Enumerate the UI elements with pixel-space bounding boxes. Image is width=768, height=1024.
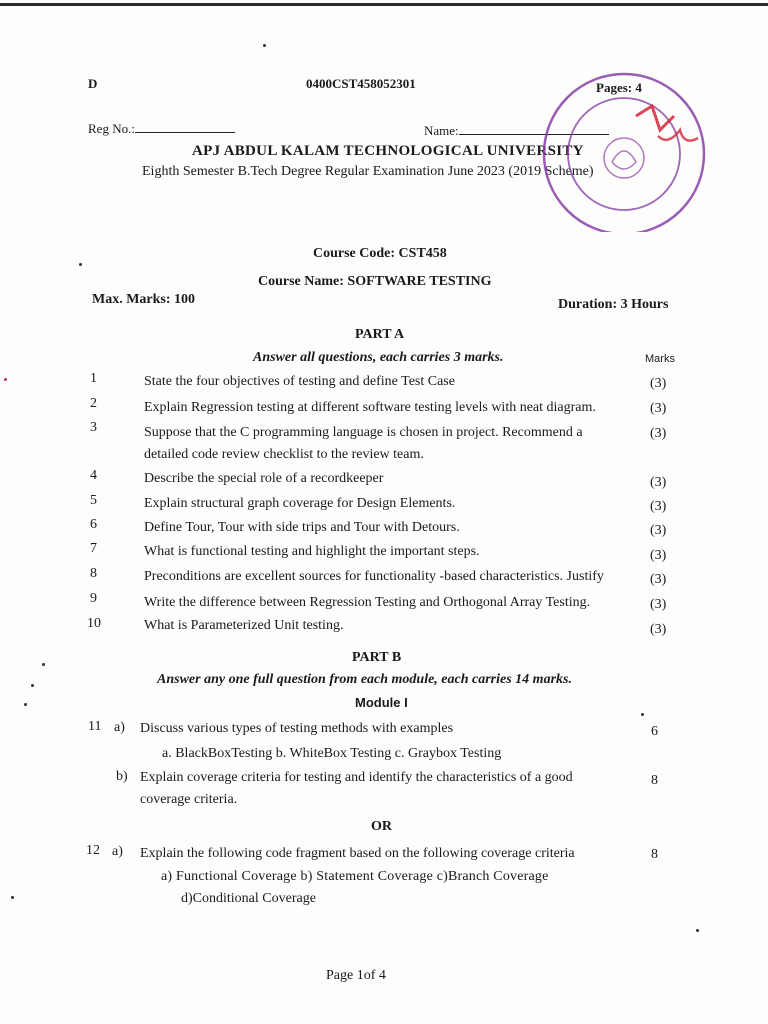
name-label: Name: <box>424 123 459 138</box>
question-text: Suppose that the C programming language is chosen in project. Recommend a <box>144 425 583 440</box>
reg-no-field <box>88 120 235 137</box>
or-divider: OR <box>371 819 392 834</box>
scan-speck <box>24 703 27 706</box>
max-marks: Max. Marks: 100 <box>92 292 196 307</box>
set-code: D <box>88 76 98 91</box>
page-number: Page 1of 4 <box>326 968 386 983</box>
question-text: Write the difference between Regression Testing and Orthogonal Array Testing. <box>144 595 591 610</box>
marks-header: Marks <box>645 353 675 365</box>
question-suboptions: a. BlackBoxTesting b. WhiteBox Testing c. Graybox Testing <box>162 746 502 761</box>
module-title: Module I <box>355 695 408 710</box>
question-text: Define Tour, Tour with side trips and Tour with Detours. <box>144 520 460 535</box>
question-number: 7 <box>90 541 97 556</box>
pages-count: Pages: 4 <box>596 80 642 95</box>
question-text: Preconditions are excellent sources for functionality -based characteristics. Justify <box>144 569 604 584</box>
question-number: 8 <box>90 566 97 581</box>
exam-title: Eighth Semester B.Tech Degree Regular Examination June 2023 (2019 Scheme) <box>142 164 594 179</box>
question-text: State the four objectives of testing and define Test Case <box>144 374 455 389</box>
course-name: Course Name: SOFTWARE TESTING <box>258 274 492 289</box>
question-number: 10 <box>87 616 101 631</box>
question-marks: (3) <box>650 401 667 416</box>
subpart-label: a) <box>112 844 123 859</box>
question-marks: 6 <box>651 724 658 739</box>
subpart-label: b) <box>116 769 128 784</box>
question-text: Explain coverage criteria for testing and identify the characteristics of a good <box>140 770 573 785</box>
question-marks: (3) <box>650 426 667 441</box>
question-marks: (3) <box>650 597 667 612</box>
page-top-edge <box>0 3 768 6</box>
question-marks: 8 <box>651 773 658 788</box>
question-text: Explain Regression testing at different software testing levels with neat diagram. <box>144 400 596 415</box>
scan-speck <box>42 663 45 666</box>
part-a-title: PART A <box>355 327 405 342</box>
question-number: 6 <box>90 517 97 532</box>
question-marks: (3) <box>650 499 667 514</box>
question-text: Explain structural graph coverage for Design Elements. <box>144 496 456 511</box>
question-number: 1 <box>90 371 97 386</box>
scan-speck <box>11 896 14 899</box>
question-text: What is functional testing and highlight the important steps. <box>144 544 480 559</box>
paper-code: 0400CST458052301 <box>306 76 416 91</box>
scan-speck <box>696 929 699 932</box>
question-suboptions: a) Functional Coverage b) Statement Coverage c)Branch Coverage <box>161 869 549 884</box>
question-number: 5 <box>90 493 97 508</box>
scan-speck <box>79 263 82 266</box>
subpart-label: a) <box>114 720 125 735</box>
question-text: What is Parameterized Unit testing. <box>144 618 344 633</box>
scan-speck <box>4 378 7 381</box>
question-number: 12 <box>86 843 100 858</box>
library-stamp <box>536 66 712 232</box>
question-text-continued: detailed code review checklist to the review team. <box>144 447 424 462</box>
question-marks: (3) <box>650 622 667 637</box>
question-number: 11 <box>88 719 102 734</box>
question-number: 4 <box>90 468 97 483</box>
part-a-instruction: Answer all questions, each carries 3 marks. <box>253 350 504 365</box>
duration: Duration: 3 Hours <box>558 297 669 312</box>
question-text: Describe the special role of a recordkeeper <box>144 471 384 486</box>
question-number: 3 <box>90 420 97 435</box>
reg-no-blank <box>135 120 235 133</box>
scan-speck <box>31 684 34 687</box>
question-marks: (3) <box>650 523 667 538</box>
course-code: Course Code: CST458 <box>313 246 447 261</box>
question-number: 9 <box>90 591 97 606</box>
question-marks: (3) <box>650 475 667 490</box>
question-marks: (3) <box>650 376 667 391</box>
scan-speck <box>641 713 644 716</box>
reg-no-label: Reg No.: <box>88 121 135 136</box>
question-text: Explain the following code fragment based on the following coverage criteria <box>140 846 575 861</box>
question-marks: (3) <box>650 572 667 587</box>
question-number: 2 <box>90 396 97 411</box>
part-b-title: PART B <box>352 650 402 665</box>
question-text-continued: coverage criteria. <box>140 792 238 807</box>
question-marks: (3) <box>650 548 667 563</box>
question-suboptions-continued: d)Conditional Coverage <box>181 891 316 906</box>
question-text: Discuss various types of testing methods with examples <box>140 721 454 736</box>
question-marks: 8 <box>651 847 658 862</box>
part-b-instruction: Answer any one full question from each module, each carries 14 marks. <box>157 672 572 687</box>
scan-speck <box>263 44 266 47</box>
university-title: APJ ABDUL KALAM TECHNOLOGICAL UNIVERSITY <box>192 143 584 159</box>
